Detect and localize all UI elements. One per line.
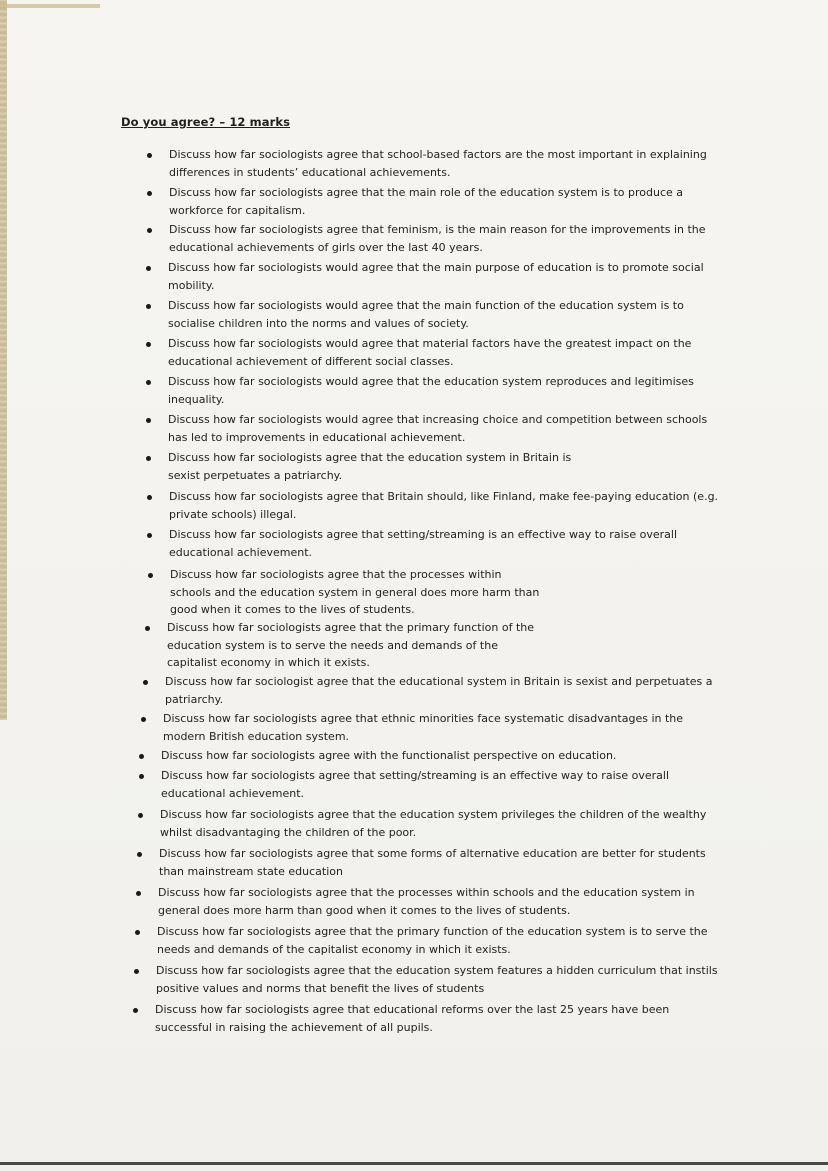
question-text: Discuss how far sociologists agree that the primary function of the education system is to serve the needs and demands of the capitalist economy in which it exists. bbox=[157, 925, 708, 956]
question-text: Discuss how far sociologists agree that setting/streaming is an effective way to raise overall educational achievement. bbox=[169, 528, 677, 559]
bullet-icon bbox=[148, 573, 153, 578]
bullet-icon bbox=[135, 930, 140, 935]
bullet-icon bbox=[147, 533, 152, 538]
question-text: Discuss how far sociologists would agree that the main function of the education system is to socialise children into the norms and values of society. bbox=[168, 299, 684, 330]
question-text: Discuss how far sociologists agree that the education system in Britain is sexist perpetuates a patriarchy. bbox=[168, 451, 572, 482]
bullet-icon bbox=[147, 495, 152, 500]
bullet-icon bbox=[141, 717, 146, 722]
bottom-edge bbox=[0, 1162, 828, 1165]
bullet-icon bbox=[139, 754, 144, 759]
question-text: Discuss how far sociologists would agree that the education system reproduces and legitimises inequality. bbox=[168, 375, 694, 406]
question-text: Discuss how far sociologists agree that the processes within schools and the education system in general does more harm than good when it comes to the lives of students. bbox=[170, 568, 540, 616]
question-text: Discuss how far sociologist agree that the educational system in Britain is sexist and perpetuates a patriarchy. bbox=[165, 675, 713, 706]
bullet-icon bbox=[147, 191, 152, 196]
bullet-icon bbox=[139, 774, 144, 779]
question-text: Discuss how far sociologists agree that school-based factors are the most important in explaining differences in students’ educational achievements. bbox=[169, 148, 707, 179]
bullet-icon bbox=[136, 891, 141, 896]
question-text: Discuss how far sociologists agree that feminism, is the main reason for the improvements in the educational achievements of girls over the last 40 years. bbox=[169, 223, 706, 254]
question-text: Discuss how far sociologists would agree that material factors have the greatest impact on the educational achievement of different social classes. bbox=[168, 337, 692, 368]
bullet-icon bbox=[145, 626, 150, 631]
question-text: Discuss how far sociologists agree that the processes within schools and the education system in general does more harm than good when it comes to the lives of students. bbox=[158, 886, 695, 917]
bullet-icon bbox=[147, 228, 152, 233]
question-text: Discuss how far sociologists agree with the functionalist perspective on education. bbox=[161, 749, 617, 762]
page-heading: Do you agree? – 12 marks bbox=[121, 115, 291, 129]
bullet-icon bbox=[133, 1008, 138, 1013]
bullet-icon bbox=[143, 680, 148, 685]
bullet-icon bbox=[146, 380, 151, 385]
question-text: Discuss how far sociologists would agree that increasing choice and competition between schools has led to improvements in educational achievement. bbox=[168, 413, 708, 444]
bullet-icon bbox=[147, 153, 152, 158]
question-text: Discuss how far sociologists agree that educational reforms over the last 25 years have been successful in raising the achievement of all pupils. bbox=[155, 1003, 670, 1034]
question-text: Discuss how far sociologists agree that the education system privileges the children of the wealthy whilst disadvantaging the children of the poor. bbox=[160, 808, 707, 839]
question-text: Discuss how far sociologists agree that setting/streaming is an effective way to raise overall educational achievement. bbox=[161, 769, 669, 800]
bullet-icon bbox=[146, 418, 151, 423]
bullet-icon bbox=[134, 969, 139, 974]
question-text: Discuss how far sociologists agree that ethnic minorities face systematic disadvantages in the modern British education system. bbox=[163, 712, 684, 743]
corner-mark bbox=[0, 4, 100, 8]
question-text: Discuss how far sociologists agree that the main role of the education system is to produce a workforce for capitalism. bbox=[169, 186, 683, 217]
question-text: Discuss how far sociologists agree that the primary function of the education system is to serve the needs and demands of the capitalist economy in which it exists. bbox=[167, 621, 535, 669]
bullet-icon bbox=[146, 266, 151, 271]
question-text: Discuss how far sociologists would agree that the main purpose of education is to promote social mobility. bbox=[168, 261, 704, 292]
question-text: Discuss how far sociologists agree that Britain should, like Finland, make fee-paying education (e.g. private schools) illegal. bbox=[169, 490, 719, 521]
question-text: Discuss how far sociologists agree that the education system features a hidden curriculum that instils positive values and norms that benefit the lives of students bbox=[156, 964, 718, 995]
question-text: Discuss how far sociologists agree that some forms of alternative education are better for students than mainstream state education bbox=[159, 847, 706, 878]
bullet-icon bbox=[146, 304, 151, 309]
bullet-icon bbox=[146, 342, 151, 347]
bullet-icon bbox=[146, 456, 151, 461]
bullet-icon bbox=[137, 852, 142, 857]
bullet-icon bbox=[138, 813, 143, 818]
binder-edge bbox=[0, 0, 7, 720]
